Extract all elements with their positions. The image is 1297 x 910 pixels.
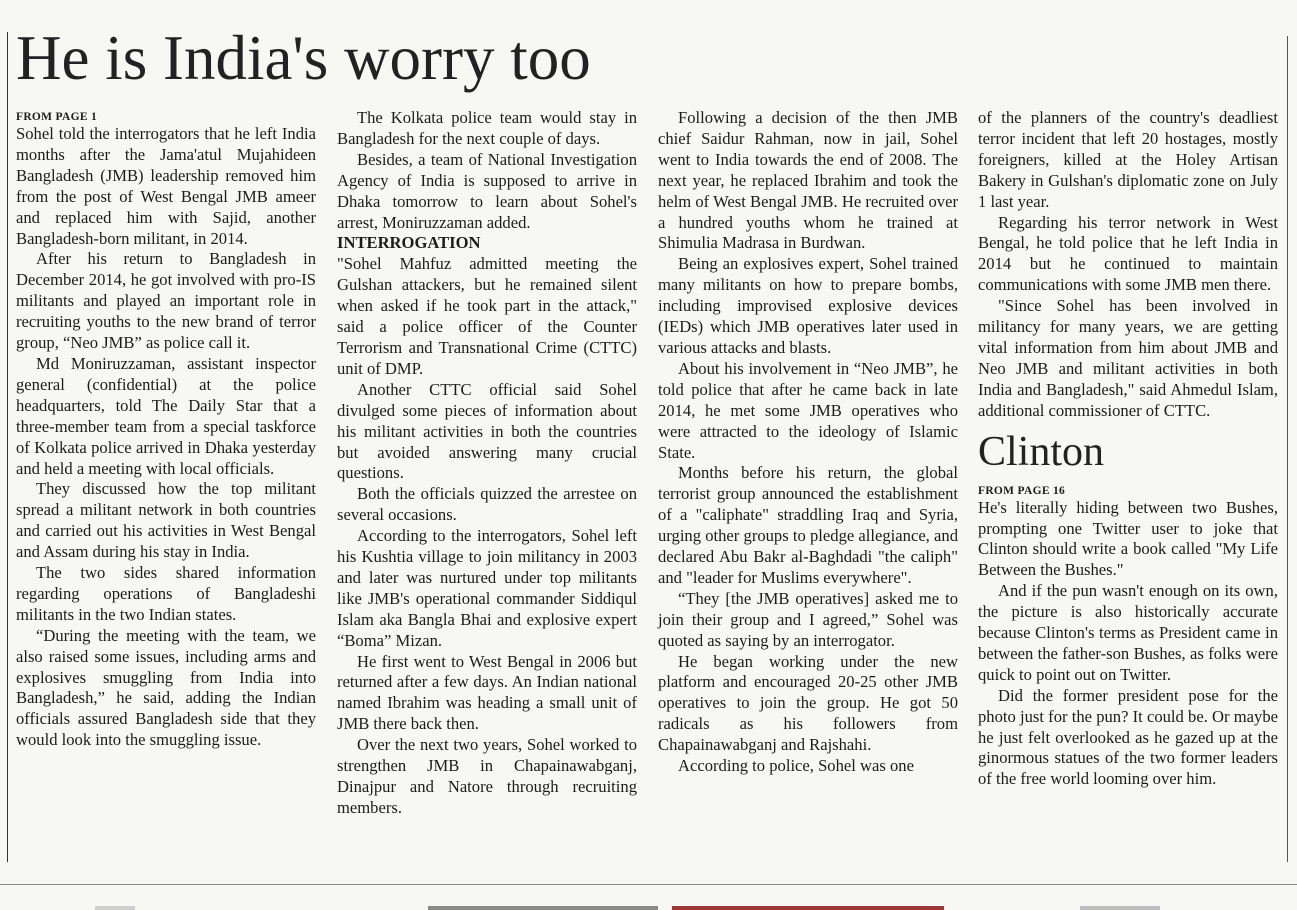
article-paragraph: He first went to West Bengal in 2006 but returned after a few days. An Indian national named Ibrahim was heading a small unit of JMB there back then. xyxy=(337,651,637,734)
clinton-headline: Clinton xyxy=(978,428,1105,475)
article-paragraph: of the planners of the country's deadliest terror incident that left 20 hostages, mostly foreigners, killed at the Holey Artisan Bakery in Gulshan's diplomatic zone on July 1 last year. xyxy=(978,108,1278,211)
article-paragraph: Over the next two years, Sohel worked to strengthen JMB in Chapainawabganj, Dinajpur and Natore through recruiting members. xyxy=(337,735,637,817)
article-paragraph: Both the officials quizzed the arrestee on several occasions. xyxy=(337,484,637,525)
article-paragraph: Following a decision of the then JMB chief Saidur Rahman, now in jail, Sohel went to India towards the end of 2008. The next year, he replaced Ibrahim and took the helm of West Bengal JMB. He recruited over a hundred youths whom he trained at Shimulia Madrasa in Burdwan. xyxy=(658,108,958,253)
jump-kicker: FROM PAGE 16 xyxy=(978,484,1066,497)
article-paragraph: Did the former president pose for the photo just for the pun? It could be. Or maybe he just felt overlooked as he gazed up at the ginormous statues of the two former leaders of the free world looming over him. xyxy=(978,685,1278,789)
article-paragraph: Another CTTC official said Sohel divulged some pieces of information about his militant activities in both the countries but avoided answering many crucial questions. xyxy=(337,379,637,483)
next-page-fragment xyxy=(672,906,944,910)
article-paragraph: "Since Sohel has been involved in militancy for many years, we are getting vital information from him about JMB and Neo JMB and militant activities in both India and Bangladesh," said Ahmedul Islam, additional commissioner of CTTC. xyxy=(978,296,1278,420)
article-paragraph: “During the meeting with the team, we also raised some issues, including arms and explosives smuggling from India into Bangladesh,” he said, adding the Indian officials assured Bangladesh side that they would look into the smuggling issue. xyxy=(16,625,316,750)
next-page-fragment xyxy=(1080,906,1160,910)
next-page-fragment xyxy=(95,906,135,910)
left-column-rule xyxy=(7,32,8,862)
next-page-fragment xyxy=(428,906,658,910)
article-column-2 xyxy=(337,108,637,819)
article-paragraph: “They [the JMB operatives] asked me to join their group and I agreed,” Sohel was quoted as saying by an interrogator. xyxy=(658,588,958,650)
article-paragraph: After his return to Bangladesh in December 2014, he got involved with pro-IS militants and played an important role in recruiting youths to the new brand of terror group, “Neo JMB” as police call it. xyxy=(16,249,316,353)
article-paragraph: Months before his return, the global terrorist group announced the establishment of a "caliphate" straddling Iraq and Syria, urging other groups to pledge allegiance, and declared Abu Bakr al-Baghdadi "the caliph" and "leader for Muslims everywhere". xyxy=(658,463,958,587)
article-paragraph: Sohel told the interrogators that he left India months after the Jama'atul Mujahideen Bangladesh (JMB) leadership removed him from the post of West Bengal JMB ameer and replaced him with Sajid, another Bangladesh-born militant, in 2014. xyxy=(16,124,316,248)
article-paragraph: He began working under the new platform and encouraged 20-25 other JMB operatives to join the group. He got 50 radicals as his followers from Chapainawabganj and Rajshahi. xyxy=(658,651,958,755)
page-bottom-rule xyxy=(0,884,1297,885)
article-column-1 xyxy=(16,108,316,751)
article-paragraph: He's literally hiding between two Bushes, prompting one Twitter user to joke that Clinton should write a book called "My Life Between the Bushes." xyxy=(978,497,1278,580)
article-paragraph: They discussed how the top militant spread a militant network in both countries and carried out his activities in West Bengal and Assam during his stay in India. xyxy=(16,479,316,562)
article-paragraph: The two sides shared information regarding operations of Bangladeshi militants in the two Indian states. xyxy=(16,563,316,624)
article-column-4 xyxy=(978,108,1278,790)
section-subhead: INTERROGATION xyxy=(337,233,481,253)
article-paragraph: And if the pun wasn't enough on its own, the picture is also historically accurate because Clinton's terms as President came in between the father-son Bushes, as folks were quick to point out on Twitter. xyxy=(978,581,1278,684)
article-paragraph: "Sohel Mahfuz admitted meeting the Gulshan attackers, but he remained silent when asked if he took part in the attack," said a police officer of the Counter Terrorism and Transnational Crime (CTTC) unit of DMP. xyxy=(337,254,637,378)
right-column-rule xyxy=(1287,36,1288,862)
article-paragraph: According to the interrogators, Sohel left his Kushtia village to join militancy in 2003 and later was nurtured under top militants like JMB's operational commander Siddiqul Islam aka Bangla Bhai and explosive expert “Boma” Mizan. xyxy=(337,526,637,650)
article-paragraph: The Kolkata police team would stay in Bangladesh for the next couple of days. xyxy=(337,108,637,148)
article-paragraph: About his involvement in “Neo JMB”, he told police that after he came back in late 2014, he met some JMB operatives who were attracted to the ideology of Islamic State. xyxy=(658,358,958,462)
main-headline: He is India's worry too xyxy=(16,23,591,93)
article-paragraph: Regarding his terror network in West Bengal, he told police that he left India in 2014 but he continued to maintain communications with some JMB men there. xyxy=(978,212,1278,295)
article-paragraph: According to police, Sohel was one xyxy=(678,756,914,776)
article-paragraph: Md Moniruzzaman, assistant inspector general (confidential) at the police headquarters, told The Daily Star that a three-member team from a special taskforce of Kolkata police arrived in Dhaka yesterday and held a meeting with local officials. xyxy=(16,353,316,478)
article-paragraph: Besides, a team of National Investigation Agency of India is supposed to arrive in Dhaka tomorrow to learn about Sohel's arrest, Moniruzzaman added. xyxy=(337,149,637,232)
article-paragraph: Being an explosives expert, Sohel trained many militants on how to prepare bombs, including improvised explosive devices (IEDs) which JMB operatives later used in various attacks and blasts. xyxy=(658,254,958,357)
jump-kicker: FROM PAGE 1 xyxy=(16,111,98,123)
article-column-3 xyxy=(658,108,958,777)
